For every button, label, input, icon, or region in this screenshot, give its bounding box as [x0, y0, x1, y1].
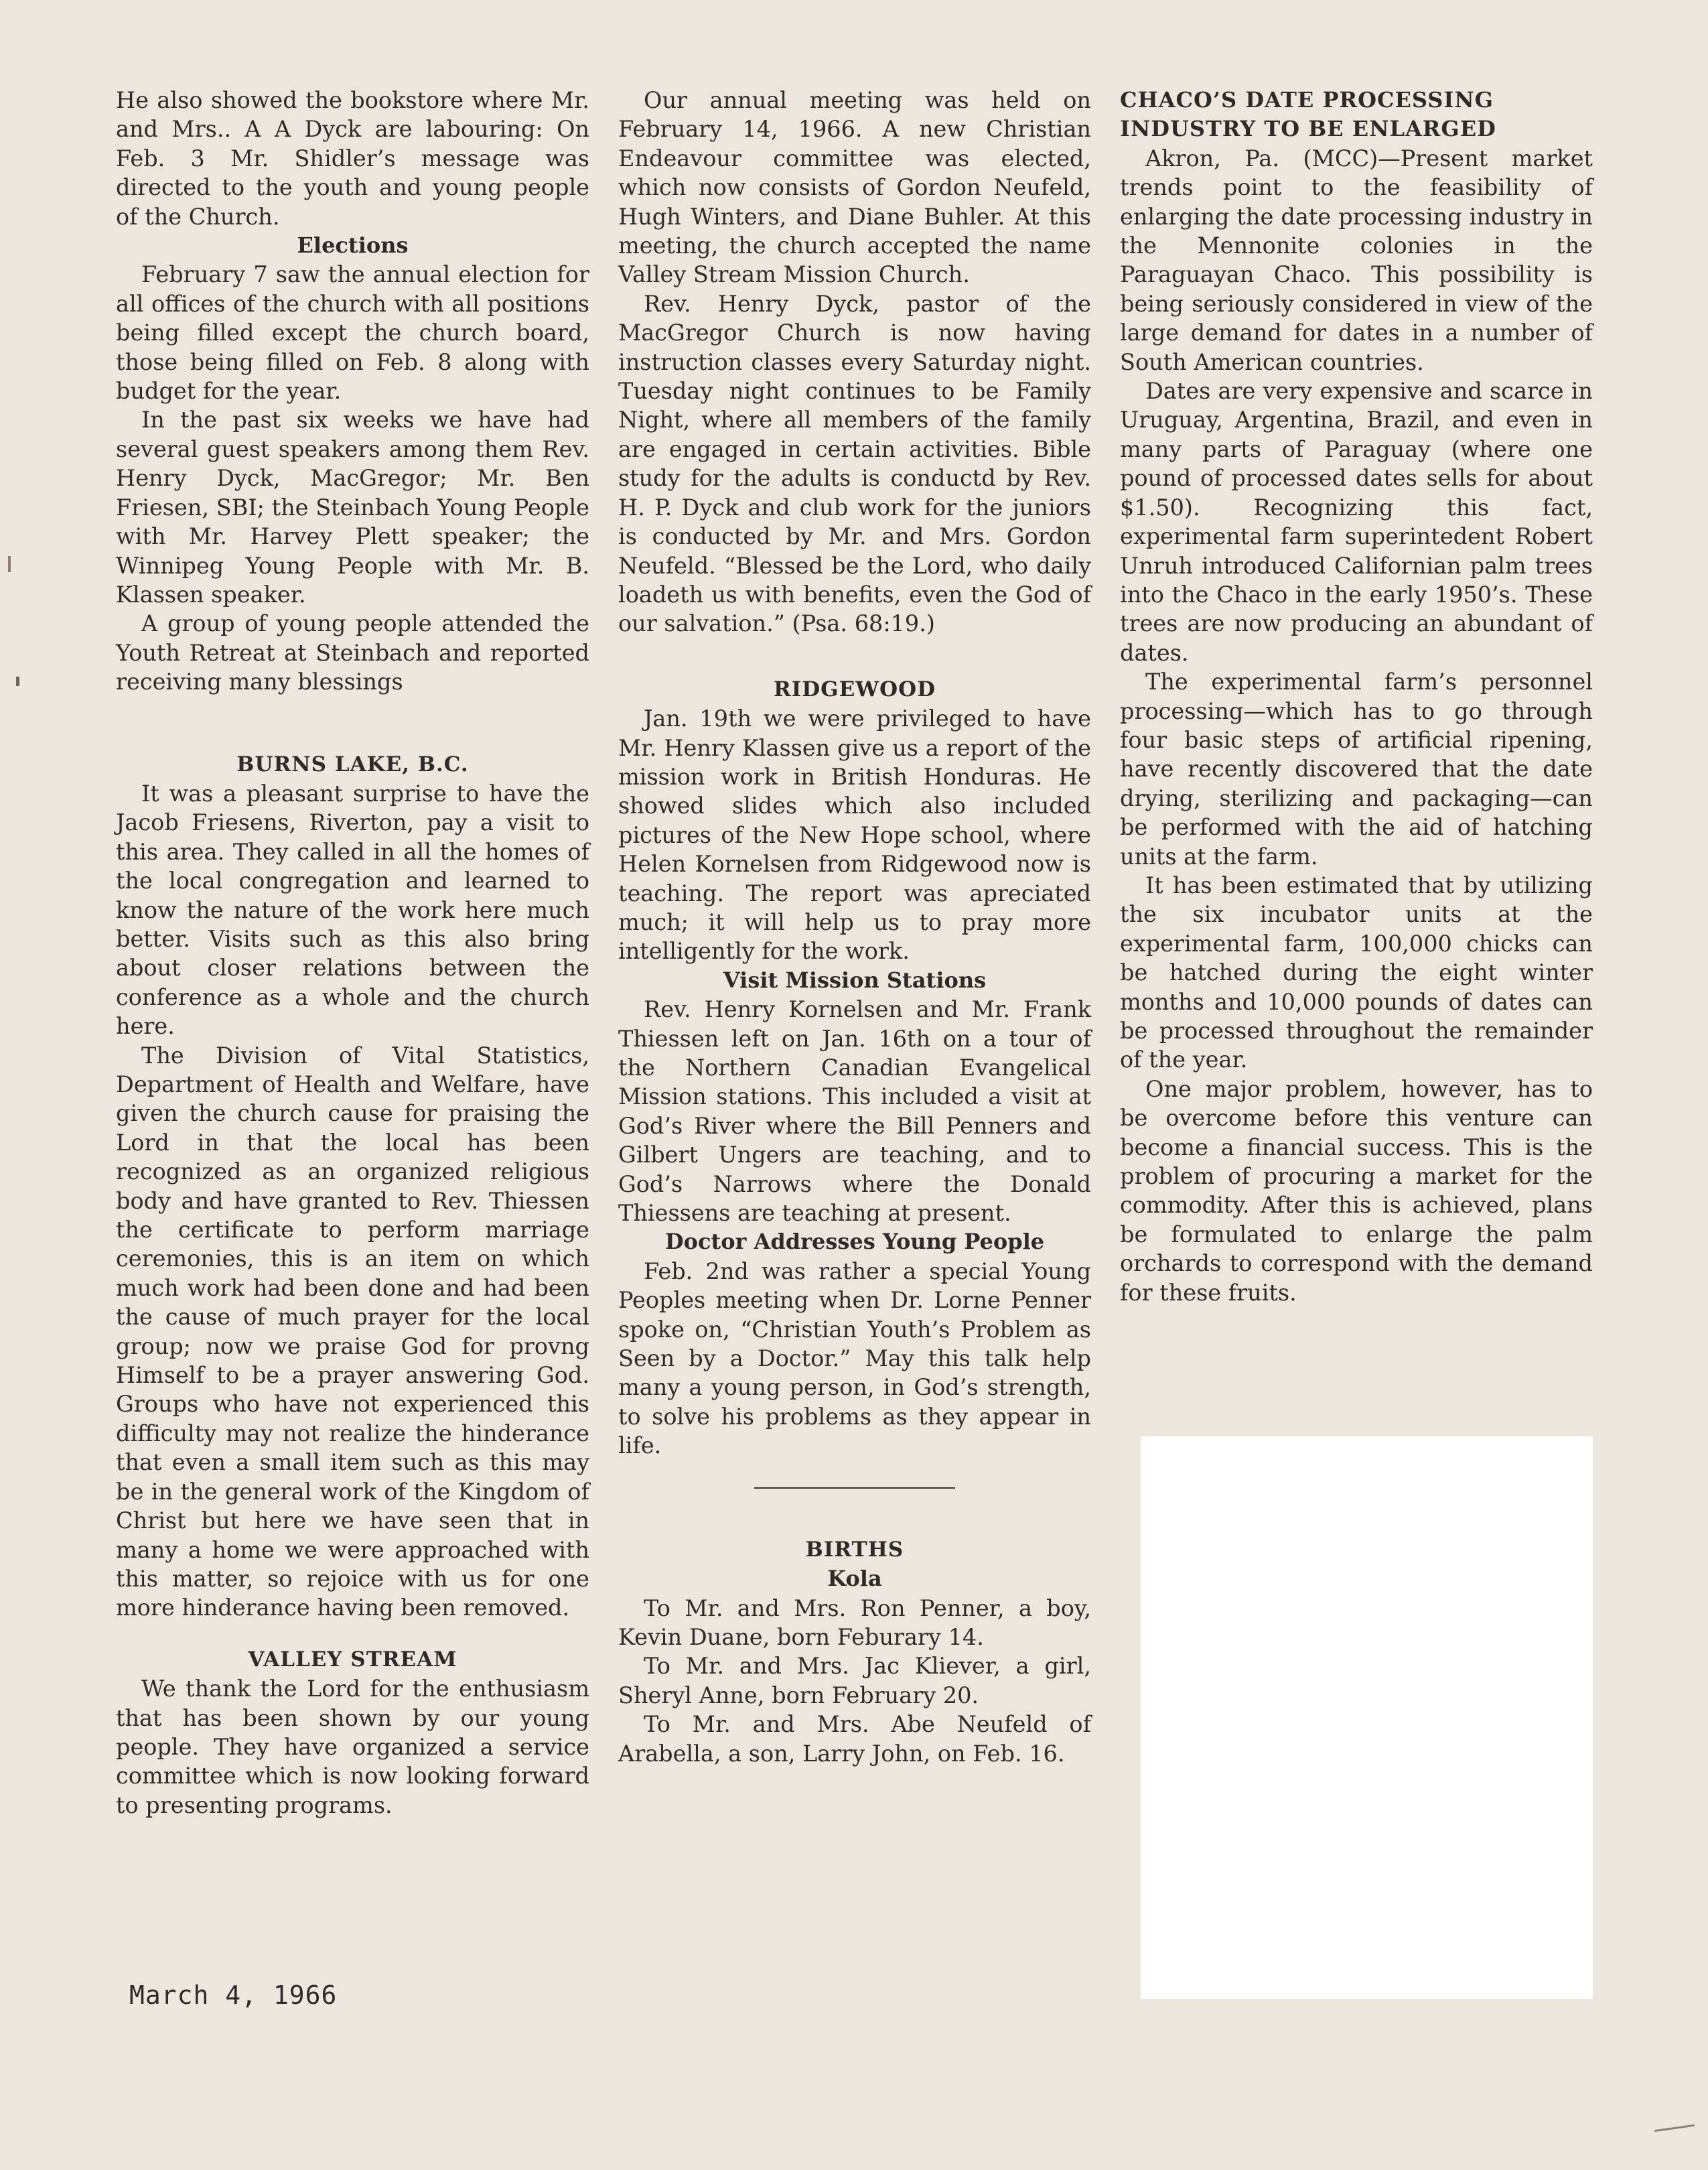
- ridgewood-heading: RIDGEWOOD: [774, 677, 936, 701]
- article-paragraph: Rev. Henry Kornelsen and Mr. Frank Thiessen left on Jan. 16th on a tour of the Northern Canadian Evangelical Mission stations. This included a visit at God’s River where the Bill Penners and Gilbert Ungers are teaching, and to God’s Narrows where the Donald Thiessens are teaching at present.: [618, 996, 1091, 1227]
- article-paragraph: Our annual meeting was held on February 14, 1966. A new Christian Endeavour committee was elected, which now consists of Gordon Neufeld, Hugh Winters, and Diane Buhler. At this meeting, the church accepted the name Valley Stream Mission Church.: [618, 87, 1091, 288]
- births-heading: BIRTHS: [805, 1537, 904, 1562]
- article-paragraph: We thank the Lord for the enthusiasm that has been shown by our young people. They have organized a service committee which is now looking forward to presenting programs.: [116, 1676, 589, 1818]
- article-paragraph: It was a pleasant surprise to have the Jacob Friesens, Riverton, pay a visit to this area. They called in all the homes of the local congregation and learned to know the nature of the work here much better. Visits such as this also bring about closer relations between the conference as a whole and the church here.: [116, 780, 589, 1040]
- scan-mark: [8, 556, 11, 572]
- article-paragraph: One major problem, however, has to be overcome before this venture can become a financial success. This is the problem of procuring a market for the commodity. After this is achieved, plans be formulated to enlarge the palm orchards to correspond with the demand for these fruits.: [1120, 1075, 1593, 1306]
- article-paragraph: The Division of Vital Statistics, Department of Health and Welfare, have given the church cause for praising the Lord in that the local has been recognized as an organized religious body and have granted to Rev. Thiessen the certificate to perform marriage ceremonies, this is an item on which much work had been done and had been the cause of much prayer for the local group; now we praise God for provng Himself to be a prayer answering God. Groups who have not experienced this difficulty may not realize the hinderance that even a small item such as this may be in the general work of the Kingdom of Christ but here we have seen that in many a home we were approached with this matter, so rejoice with us for one more hinderance having been removed.: [116, 1042, 589, 1621]
- article-paragraph: Akron, Pa. (MCC)—Present market trends point to the feasibility of enlarging the date processing industry in the Mennonite colonies in the Paraguayan Chaco. This possibility is being seriously considered in view of the large demand for dates in a number of South American countries.: [1120, 145, 1593, 375]
- right-column: [1120, 86, 1593, 1307]
- kola-heading: Kola: [827, 1566, 882, 1592]
- visit-mission-heading: Visit Mission Stations: [723, 967, 987, 993]
- article-paragraph: In the past six weeks we have had several guest speakers among them Rev. Henry Dyck, MacGregor; Mr. Ben Friesen, SBI; the Steinbach Young People with Mr. Harvey Plett speaker; the Winnipeg Young People with Mr. B. Klassen speaker.: [116, 407, 589, 608]
- blank-image-area: [1141, 1436, 1593, 1999]
- birth-notice: To Mr. and Mrs. Abe Neufeld of Arabella, a son, Larry John, on Feb. 16.: [618, 1711, 1091, 1767]
- burns-lake-heading: BURNS LAKE, B.C.: [236, 752, 469, 776]
- article-paragraph: Feb. 2nd was rather a special Young Peoples meeting when Dr. Lorne Penner spoke on, “Christian Youth’s Problem as Seen by a Doctor.” May this talk help many a young person, in God’s strength, to solve his problems as they appear in life.: [618, 1258, 1091, 1459]
- elections-heading: Elections: [297, 232, 409, 259]
- scan-mark: [16, 677, 19, 686]
- birth-notice: To Mr. and Mrs. Jac Kliever, a girl, Sheryl Anne, born February 20.: [618, 1653, 1091, 1708]
- left-column: [116, 86, 589, 1820]
- middle-column: [618, 86, 1091, 1768]
- article-paragraph: A group of young people attended the Youth Retreat at Steinbach and reported receiving many blessings: [116, 610, 589, 695]
- scan-mark: [1654, 2124, 1695, 2132]
- issue-date: March 4, 1966: [129, 1980, 338, 2010]
- article-paragraph: Dates are very expensive and scarce in Uruguay, Argentina, Brazil, and even in many parts of Paraguay (where one pound of processed dates sells for about $1.50). Recognizing this fact, experimental farm superintedent Robert Unruh introduced Californian palm trees into the Chaco in the early 1950’s. These trees are now producing an abundant of dates.: [1120, 378, 1593, 666]
- chaco-heading-line1: CHACO’S DATE PROCESSING: [1120, 87, 1494, 113]
- article-paragraph: Jan. 19th we were privileged to have Mr. Henry Klassen give us a report of the mission work in British Honduras. He showed slides which also included pictures of the New Hope school, where Helen Kornelsen from Ridgewood now is teaching. The report was apreciated much; it will help us to pray more intelligently for the work.: [618, 705, 1091, 965]
- article-paragraph: The experimental farm’s personnel processing—which has to go through four basic steps of artificial ripening, have recently discovered that the date drying, sterilizing and packaging—can be performed with the aid of hatching units at the farm.: [1120, 669, 1593, 870]
- chaco-heading-line2: INDUSTRY TO BE ENLARGED: [1120, 116, 1496, 142]
- article-paragraph: Rev. Henry Dyck, pastor of the MacGregor Church is now having instruction classes every Saturday night. Tuesday night continues to be Family Night, where all members of the family are engaged in certain activities. Bible study for the adults is conductd by Rev. H. P. Dyck and club work for the juniors is conducted by Mr. and Mrs. Gordon Neufeld. “Blessed be the Lord, who daily loadeth us with benefits, even the God of our salvation.” (Psa. 68:19.): [618, 290, 1091, 637]
- doctor-heading: Doctor Addresses Young People: [664, 1229, 1045, 1255]
- valley-stream-heading: VALLEY STREAM: [248, 1647, 457, 1672]
- article-paragraph: February 7 saw the annual election for all offices of the church with all positions being filled except the church board, those being filled on Feb. 8 along with budget for the year.: [116, 261, 589, 405]
- article-paragraph: He also showed the bookstore where Mr. and Mrs.. A A Dyck are labouring: On Feb. 3 Mr. Shidler’s message was directed to the youth and young people of the Church.: [116, 87, 589, 230]
- article-paragraph: It has been estimated that by utilizing the six incubator units at the experimental farm, 100,000 chicks can be hatched during the eight winter months and 10,000 pounds of dates can be processed throughout the remainder of the year.: [1120, 872, 1593, 1073]
- birth-notice: To Mr. and Mrs. Ron Penner, a boy, Kevin Duane, born Feburary 14.: [618, 1595, 1091, 1650]
